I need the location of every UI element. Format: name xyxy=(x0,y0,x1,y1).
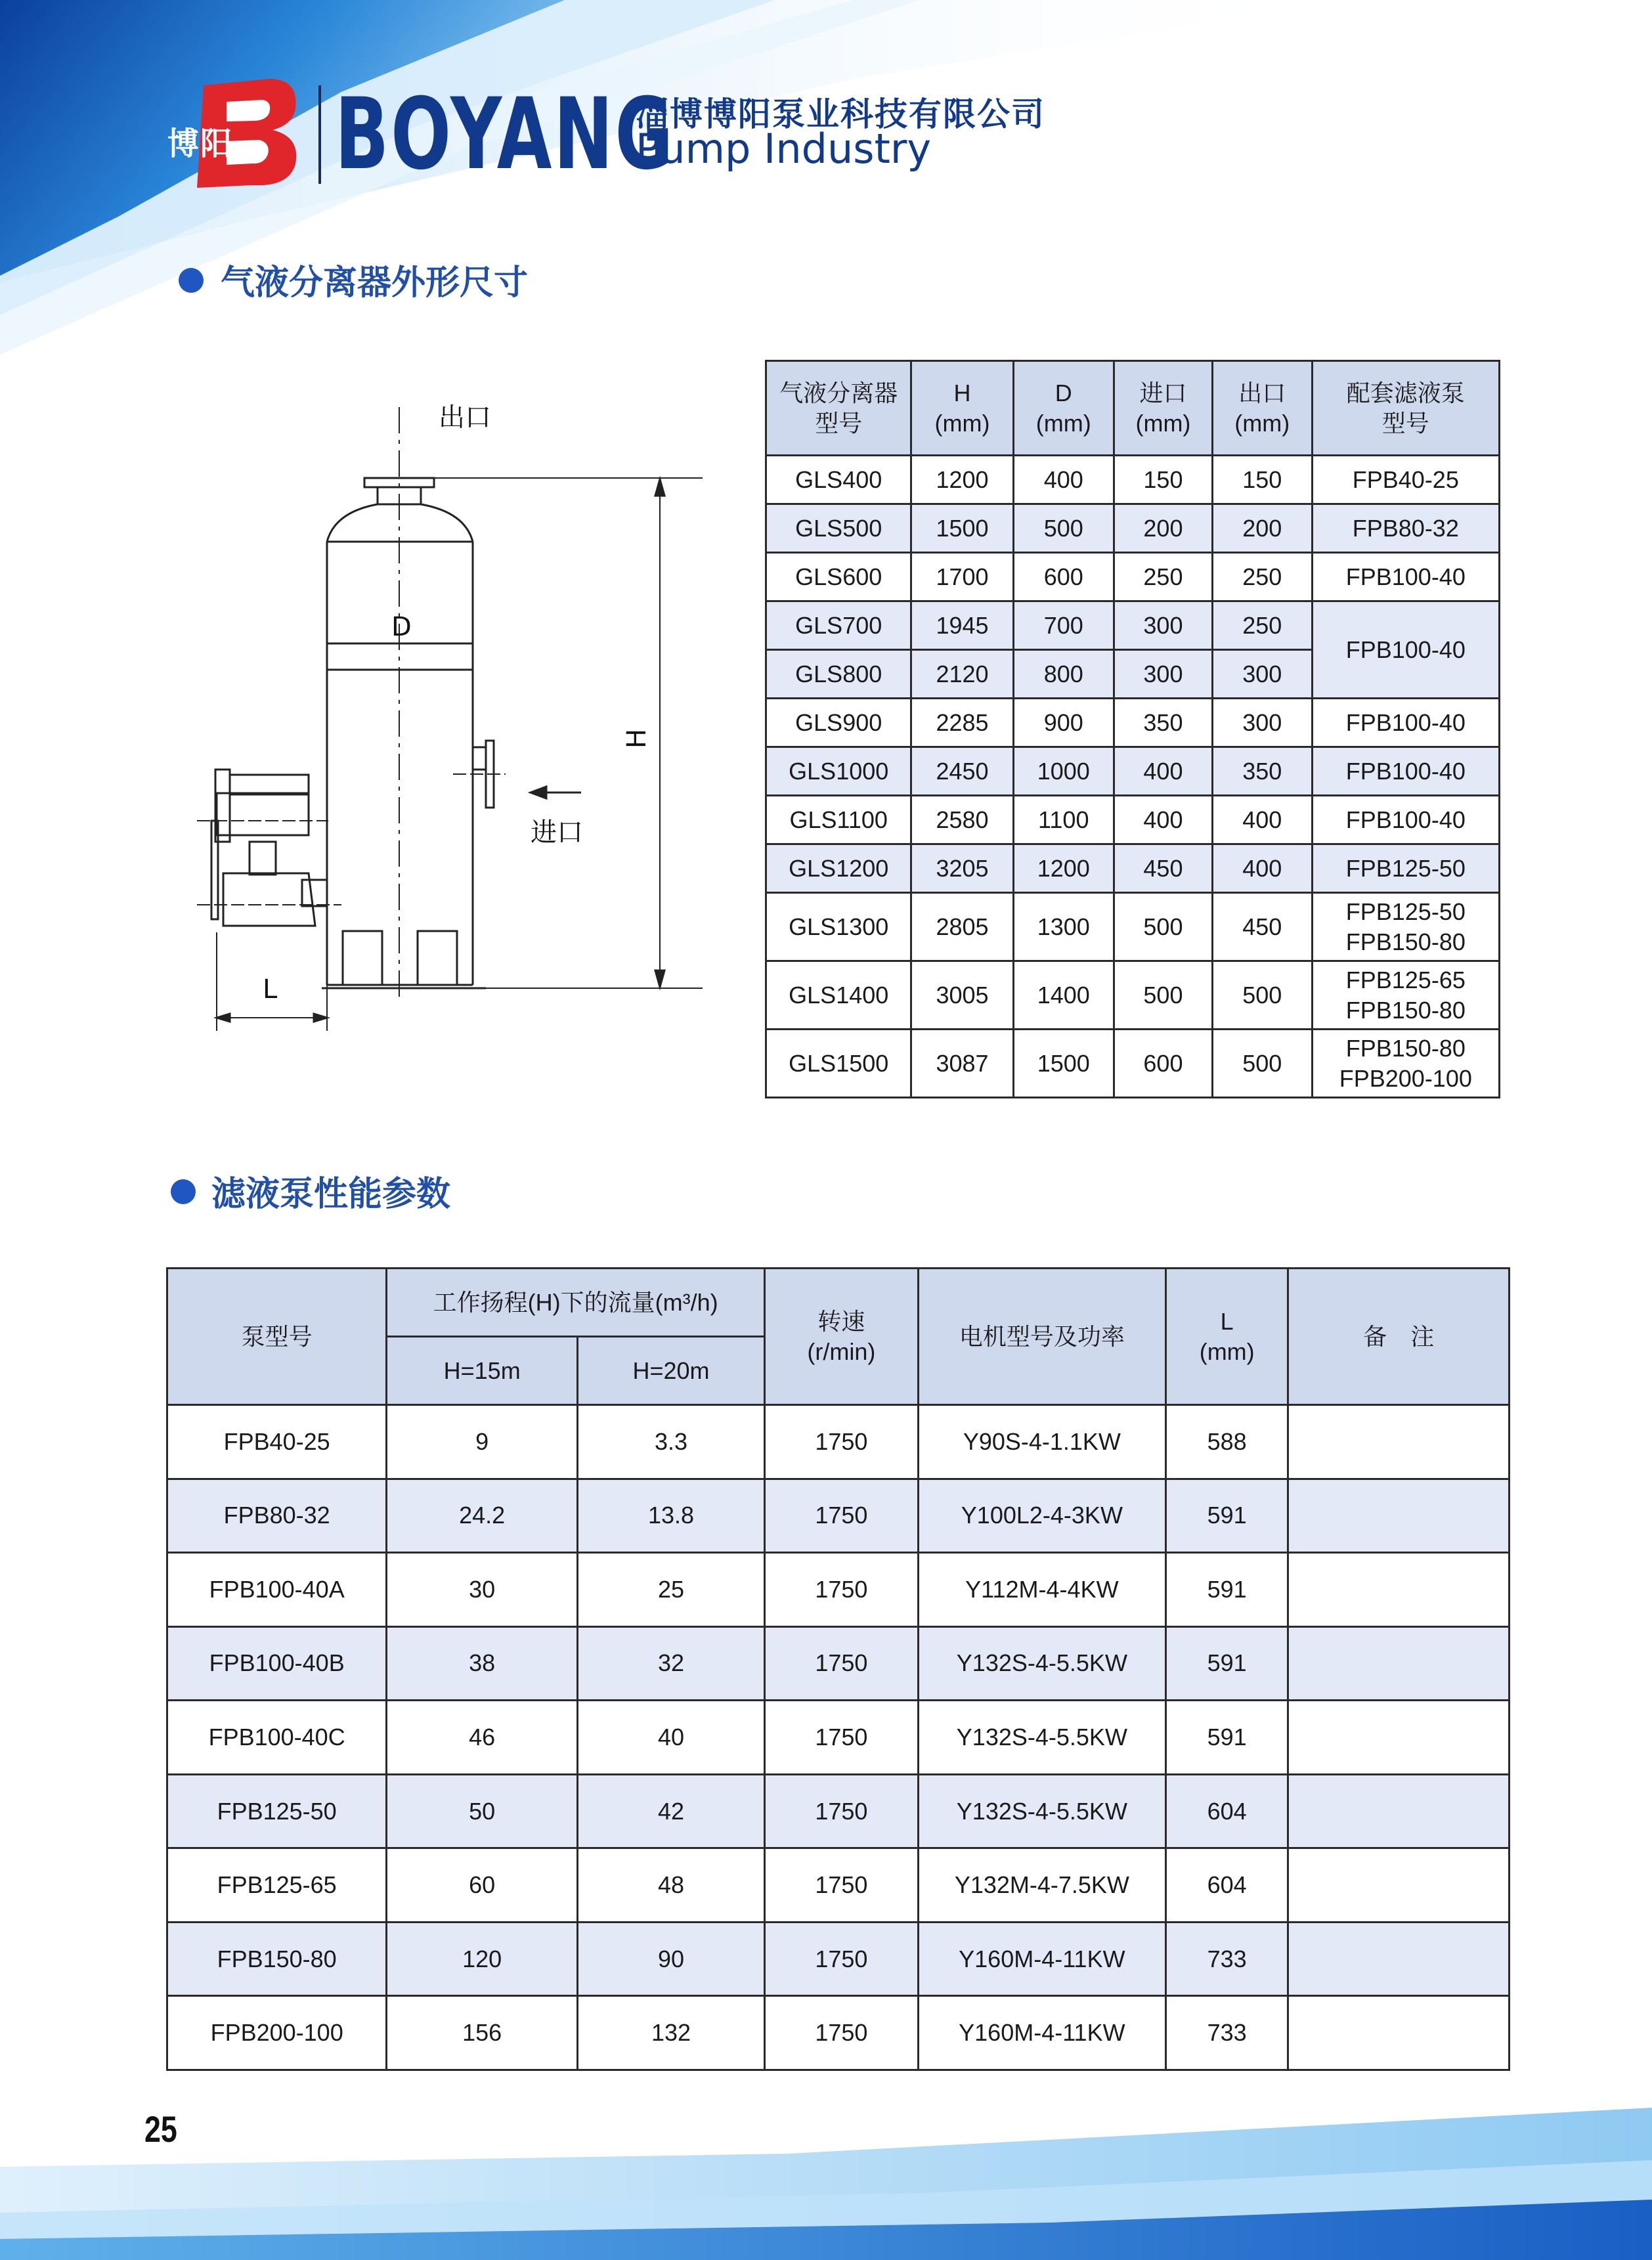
table-cell: GLS1400 xyxy=(766,961,911,1030)
table-cell: GLS800 xyxy=(766,650,911,699)
table-header: 工作扬程(H)下的流量(m³/h) xyxy=(387,1269,765,1337)
table-cell: 32 xyxy=(578,1626,765,1701)
table-row xyxy=(766,456,1500,504)
table-cell: FPB125-50 xyxy=(167,1774,387,1848)
length-label: L xyxy=(263,974,278,1005)
table-cell: 1200 xyxy=(1013,844,1114,893)
table-cell xyxy=(1288,1701,1510,1775)
table-cell: 600 xyxy=(1114,1030,1212,1098)
table-row xyxy=(766,553,1500,601)
table-cell: 450 xyxy=(1114,844,1212,893)
table-cell: 400 xyxy=(1013,456,1114,504)
table-cell: Y132S-4-5.5KW xyxy=(918,1701,1165,1775)
table-cell: FPB125-65 FPB150-80 xyxy=(1312,961,1499,1030)
table-cell: Y132S-4-5.5KW xyxy=(918,1774,1165,1848)
table-cell: 1750 xyxy=(764,1996,918,2070)
table-cell: Y90S-4-1.1KW xyxy=(918,1405,1165,1479)
table-cell: 46 xyxy=(387,1701,578,1775)
table-cell xyxy=(1288,1848,1510,1923)
separator-drawing xyxy=(171,368,749,1064)
table-cell: 2580 xyxy=(911,796,1013,844)
table-cell: 591 xyxy=(1165,1479,1288,1553)
table-row xyxy=(167,1996,1510,2070)
table-cell: 42 xyxy=(578,1774,765,1848)
company-name-chinese: 淄博博阳泵业科技有限公司 xyxy=(636,95,1045,133)
table-cell: 400 xyxy=(1114,796,1212,844)
table-cell: Y132M-4-7.5KW xyxy=(918,1848,1165,1923)
table-cell: 500 xyxy=(1212,1030,1312,1098)
section2-title: 滤液泵性能参数 xyxy=(211,1175,451,1214)
table-cell: 200 xyxy=(1212,504,1312,553)
table-cell: GLS400 xyxy=(766,456,911,504)
table-cell: FPB40-25 xyxy=(167,1405,387,1479)
table-cell: 400 xyxy=(1212,796,1312,844)
table-cell: FPB150-80 xyxy=(167,1922,387,1996)
table-row xyxy=(766,1030,1500,1098)
table-cell: 450 xyxy=(1212,893,1312,961)
table-header: 进口 (mm) xyxy=(1114,361,1212,456)
table-cell: 400 xyxy=(1114,747,1212,796)
table-cell: 150 xyxy=(1212,456,1312,504)
table-cell: FPB100-40A xyxy=(167,1553,387,1627)
table-header: 配套滤液泵 型号 xyxy=(1312,361,1499,456)
table-cell: GLS600 xyxy=(766,553,911,601)
section1-title: 气液分离器外形尺寸 xyxy=(221,263,529,303)
table-cell: 500 xyxy=(1013,504,1114,553)
logo-divider xyxy=(318,85,321,184)
section2-bullet-icon xyxy=(171,1179,196,1204)
table-row xyxy=(766,504,1500,553)
table-cell: 1750 xyxy=(764,1626,918,1701)
table-row xyxy=(766,796,1500,844)
table-cell: 1750 xyxy=(764,1479,918,1553)
table-cell: FPB100-40 xyxy=(1312,699,1499,747)
table-cell-merged: FPB100-40 xyxy=(1312,601,1499,699)
table-cell: FPB100-40B xyxy=(167,1626,387,1701)
table-cell: 300 xyxy=(1212,650,1312,699)
height-label: H xyxy=(622,728,653,749)
table-cell: 2120 xyxy=(911,650,1013,699)
table-header: 转速 (r/min) xyxy=(764,1269,918,1405)
pump-performance-table xyxy=(166,1267,1510,2071)
table-row xyxy=(766,747,1500,796)
table-cell: 1400 xyxy=(1013,961,1114,1030)
table-cell: 300 xyxy=(1114,601,1212,650)
table-cell: FPB100-40 xyxy=(1312,796,1499,844)
table-cell: 500 xyxy=(1114,893,1212,961)
table-row xyxy=(167,1774,1510,1848)
outlet-label: 出口 xyxy=(439,402,491,433)
table-header: 气液分离器型号 xyxy=(766,361,911,456)
table-row xyxy=(167,1553,1510,1627)
table-cell xyxy=(1288,1626,1510,1701)
table-cell: 9 xyxy=(387,1405,578,1479)
table-cell xyxy=(1288,1479,1510,1553)
table-cell: 1000 xyxy=(1013,747,1114,796)
table-cell: GLS700 xyxy=(766,601,911,650)
table-cell: GLS1500 xyxy=(766,1030,911,1098)
company-name-english: Pump Industry xyxy=(636,125,932,173)
page-number: 25 xyxy=(144,2108,177,2150)
table-cell: 350 xyxy=(1212,747,1312,796)
table-cell: 132 xyxy=(578,1996,765,2070)
table-cell: GLS1300 xyxy=(766,893,911,961)
table-cell: 90 xyxy=(578,1922,765,1996)
table-cell: 156 xyxy=(387,1996,578,2070)
diameter-label: D xyxy=(391,612,412,642)
table-cell: 1945 xyxy=(911,601,1013,650)
table-cell: GLS1000 xyxy=(766,747,911,796)
table-cell xyxy=(1288,1553,1510,1627)
table-cell: 250 xyxy=(1212,601,1312,650)
table-cell: FPB80-32 xyxy=(167,1479,387,1553)
table-cell: 1750 xyxy=(764,1922,918,1996)
table-cell: 1750 xyxy=(764,1848,918,1923)
table-cell: 600 xyxy=(1013,553,1114,601)
table-cell: 60 xyxy=(387,1848,578,1923)
table-cell: 250 xyxy=(1114,553,1212,601)
table-row xyxy=(167,1626,1510,1701)
table-row xyxy=(167,1922,1510,1996)
table-cell: 3205 xyxy=(911,844,1013,893)
table-header: H=15m xyxy=(387,1337,578,1405)
table-cell: FPB80-32 xyxy=(1312,504,1499,553)
table-cell: 1750 xyxy=(764,1405,918,1479)
table-cell: 591 xyxy=(1165,1553,1288,1627)
table-cell: 733 xyxy=(1165,1922,1288,1996)
inlet-label: 进口 xyxy=(531,817,583,848)
table-row xyxy=(167,1405,1510,1479)
table-header: D (mm) xyxy=(1013,361,1114,456)
table-cell: 200 xyxy=(1114,504,1212,553)
table-cell: FPB150-80 FPB200-100 xyxy=(1312,1030,1499,1098)
table-cell: Y112M-4-4KW xyxy=(918,1553,1165,1627)
table-row xyxy=(766,893,1500,961)
table-cell: FPB40-25 xyxy=(1312,456,1499,504)
table-cell: 25 xyxy=(578,1553,765,1627)
table-cell: 150 xyxy=(1114,456,1212,504)
table-cell: 591 xyxy=(1165,1626,1288,1701)
table-cell: FPB100-40C xyxy=(167,1701,387,1775)
table-cell: 500 xyxy=(1212,961,1312,1030)
table-cell: 3087 xyxy=(911,1030,1013,1098)
table-cell: 1500 xyxy=(911,504,1013,553)
table-cell: 900 xyxy=(1013,699,1114,747)
table-cell: 700 xyxy=(1013,601,1114,650)
table-cell: 604 xyxy=(1165,1774,1288,1848)
table-cell: Y160M-4-11KW xyxy=(918,1922,1165,1996)
table-row xyxy=(167,1848,1510,1923)
table-cell: FPB100-40 xyxy=(1312,553,1499,601)
table-cell: 40 xyxy=(578,1701,765,1775)
table-row xyxy=(167,1701,1510,1775)
table-row xyxy=(766,961,1500,1030)
table-cell: Y160M-4-11KW xyxy=(918,1996,1165,2070)
table-cell: 24.2 xyxy=(387,1479,578,1553)
table-cell: 1200 xyxy=(911,456,1013,504)
table-cell: 48 xyxy=(578,1848,765,1923)
table-cell: GLS500 xyxy=(766,504,911,553)
table-cell: 733 xyxy=(1165,1996,1288,2070)
table-cell: 500 xyxy=(1114,961,1212,1030)
table-cell: 250 xyxy=(1212,553,1312,601)
table-cell: 588 xyxy=(1165,1405,1288,1479)
table-cell: FPB125-50 FPB150-80 xyxy=(1312,893,1499,961)
table-header: 备 注 xyxy=(1288,1269,1510,1405)
table-cell: 800 xyxy=(1013,650,1114,699)
table-row xyxy=(766,699,1500,747)
table-cell: 300 xyxy=(1114,650,1212,699)
section1-bullet-icon xyxy=(179,268,204,293)
table-cell: Y100L2-4-3KW xyxy=(918,1479,1165,1553)
table-cell: 1700 xyxy=(911,553,1013,601)
table-cell: GLS900 xyxy=(766,699,911,747)
table-row xyxy=(766,844,1500,893)
table-header: L (mm) xyxy=(1165,1269,1288,1405)
table-header: 电机型号及功率 xyxy=(918,1269,1165,1405)
footer-background xyxy=(0,2062,1652,2260)
table-cell xyxy=(1288,1922,1510,1996)
table-cell: 1300 xyxy=(1013,893,1114,961)
table-cell: 604 xyxy=(1165,1848,1288,1923)
table-cell: FPB200-100 xyxy=(167,1996,387,2070)
table-cell: 30 xyxy=(387,1553,578,1627)
table-cell: 1750 xyxy=(764,1553,918,1627)
table-header: 泵型号 xyxy=(167,1269,387,1405)
table-cell: 1100 xyxy=(1013,796,1114,844)
table-cell: 1750 xyxy=(764,1701,918,1775)
table-cell: 2450 xyxy=(911,747,1013,796)
table-cell: 400 xyxy=(1212,844,1312,893)
table-header: H=20m xyxy=(578,1337,765,1405)
table-header: H (mm) xyxy=(911,361,1013,456)
table-cell: FPB125-65 xyxy=(167,1848,387,1923)
table-cell: 3.3 xyxy=(578,1405,765,1479)
table-cell: 591 xyxy=(1165,1701,1288,1775)
table-cell: 120 xyxy=(387,1922,578,1996)
table-cell: FPB100-40 xyxy=(1312,747,1499,796)
table-cell: 3005 xyxy=(911,961,1013,1030)
table-cell xyxy=(1288,1774,1510,1848)
table-cell xyxy=(1288,1405,1510,1479)
table-cell: 50 xyxy=(387,1774,578,1848)
logo-chinese-name: 博阳 xyxy=(167,125,234,162)
table-cell: Y132S-4-5.5KW xyxy=(918,1626,1165,1701)
table-cell: 1750 xyxy=(764,1774,918,1848)
table-cell: GLS1200 xyxy=(766,844,911,893)
separator-dimension-table xyxy=(765,360,1500,1098)
table-row xyxy=(766,601,1500,650)
table-cell: 300 xyxy=(1212,699,1312,747)
table-cell: 13.8 xyxy=(578,1479,765,1553)
table-cell: 38 xyxy=(387,1626,578,1701)
table-cell: 350 xyxy=(1114,699,1212,747)
table-cell: FPB125-50 xyxy=(1312,844,1499,893)
table-cell: GLS1100 xyxy=(766,796,911,844)
table-cell: 1500 xyxy=(1013,1030,1114,1098)
table-row xyxy=(167,1479,1510,1553)
brand-name: BOYANG xyxy=(335,77,676,192)
table-header: 出口 (mm) xyxy=(1212,361,1312,456)
table-cell xyxy=(1288,1996,1510,2070)
table-cell: 2285 xyxy=(911,699,1013,747)
table-cell: 2805 xyxy=(911,893,1013,961)
